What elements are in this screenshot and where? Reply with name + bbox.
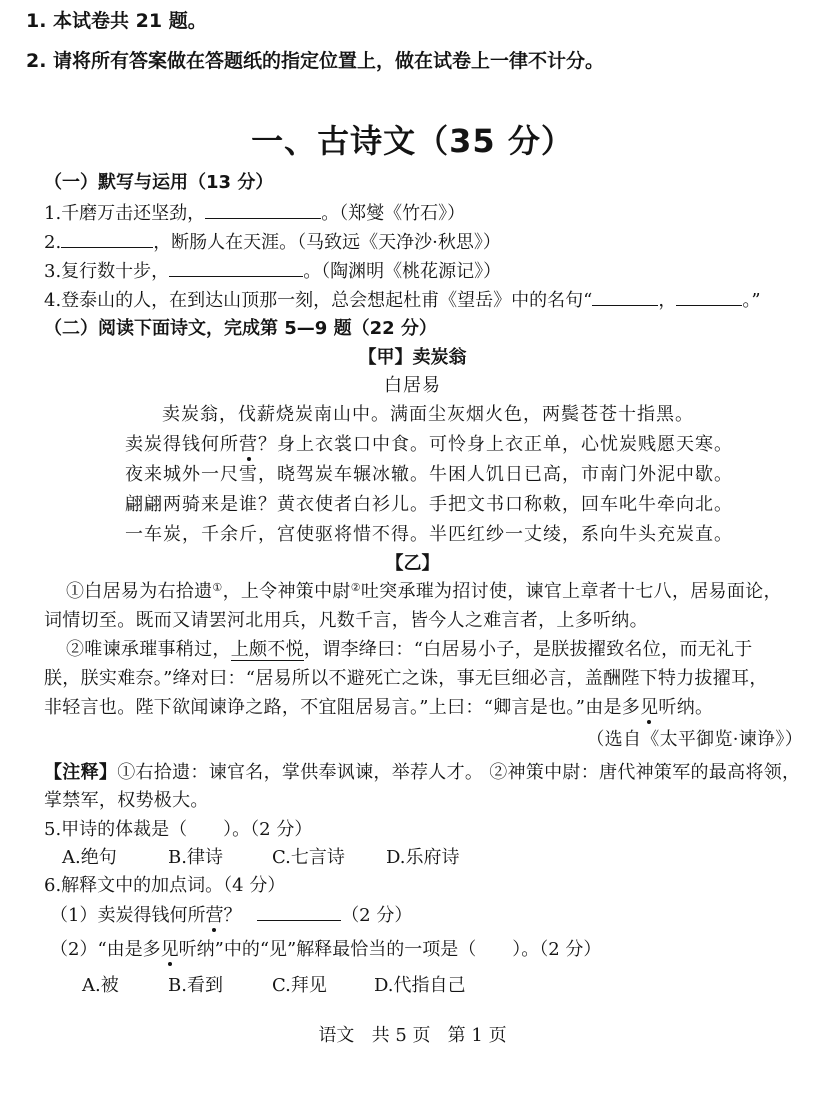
question-5: 5.甲诗的体裁是（ ）。（2 分） (44, 819, 313, 840)
question-6-1 (50, 901, 412, 927)
poem-line-2-b: ？身上衣裳口中食。可怜身上衣正单，心忧炭贱愿天寒。 (258, 434, 733, 455)
footnote-ref-2: ② (350, 581, 361, 594)
q4-mid: ， (658, 290, 677, 311)
q2-answer-blank[interactable] (61, 229, 153, 248)
poem-line-2-a: 卖炭得钱何所 (125, 434, 239, 455)
notes-line1 (44, 758, 800, 784)
notice-1: 1. 本试卷共 21 题。 (26, 10, 207, 32)
poem-line-5: 一车炭，千余斤，宫使驱将惜不得。半匹红纱一丈绫，系向牛头充炭直。 (125, 524, 733, 545)
question-6-2 (50, 935, 601, 961)
footer-subject: 语文 (318, 1025, 355, 1046)
q6-2-a: （2）“由是多 (50, 939, 161, 960)
poem-line-4: 翩翩两骑来是谁？黄衣使者白衫儿。手把文书口称敕，回车叱牛牵向北。 (125, 494, 733, 515)
dotted-word-ying: 营 (239, 434, 258, 455)
prose-p2-d: 非轻言也。陛下欲闻谏诤之路，不宜阻居易言。”上曰：“卿言是也。”由是多 (44, 697, 641, 718)
poem-line-2 (125, 430, 733, 456)
prose-p1-line1 (66, 577, 782, 603)
prose-title: 【乙】 (385, 553, 440, 574)
prose-p1-c: 吐突承璀为招讨使，谏官上章者十七八，居易面论， (360, 581, 782, 602)
q1-post: 。（郑燮《竹石》） (321, 203, 466, 224)
question-4 (44, 286, 761, 312)
poem-author: 白居易 (384, 375, 441, 396)
source-citation: （选自《太平御览·谏诤》） (586, 729, 803, 750)
poem-line-3: 夜来城外一尺雪，晓驾炭车辗冰辙。牛困人饥日已高，市南门外泥中歇。 (125, 464, 733, 485)
q5-option-b[interactable]: B.律诗 (168, 847, 223, 868)
question-3 (44, 257, 501, 283)
prose-p2-line2: 朕，朕实难奈。”绛对曰：“居易所以不避死亡之诛，事无巨细必言，盖酬陛下特力拔擢耳， (44, 668, 768, 689)
notice-2: 2. 请将所有答案做在答题纸的指定位置上，做在试卷上一律不计分。 (26, 50, 605, 72)
dotted-word-ying-q: 营 (205, 905, 224, 926)
dotted-word-jian: 见 (640, 697, 659, 718)
q2-post: ，断肠人在天涯。（马致远《天净沙·秋思》） (153, 232, 501, 253)
q3-pre: 3.复行数十步， (44, 261, 170, 282)
q6-1-b: ？ (223, 905, 242, 926)
q5-option-d[interactable]: D.乐府诗 (386, 847, 460, 868)
dotted-word-jian-q: 见 (160, 939, 179, 960)
footer-page-number: 第 1 页 (447, 1025, 507, 1046)
q3-answer-blank[interactable] (169, 258, 303, 277)
q2-pre: 2. (44, 232, 62, 253)
underlined-phrase: 上颇不悦 (230, 639, 304, 660)
q5-option-a[interactable]: A.绝句 (62, 847, 117, 868)
notes-line2: 掌禁军，权势极大。 (44, 790, 209, 811)
question-6: 6.解释文中的加点词。（4 分） (44, 875, 286, 896)
notes-text-a: ①右拾遗：谏官名，掌供奉讽谏，举荐人才。 ②神策中尉：唐代神策军的最高将领， (117, 762, 801, 783)
prose-p2-line1 (66, 635, 753, 661)
q4-answer-blank-1[interactable] (592, 287, 658, 306)
prose-p2-a: ②唯谏承璀事稍过， (66, 639, 231, 660)
prose-p1-line2: 词情切至。既而又请罢河北用兵，凡数千言，皆今人之难言者，上多听纳。 (44, 610, 648, 631)
q1-pre: 1.千磨万击还坚劲， (44, 203, 206, 224)
prose-p2-e: 听纳。 (658, 697, 714, 718)
question-1 (44, 199, 465, 225)
q6-2-option-c[interactable]: C.拜见 (272, 975, 327, 996)
q1-answer-blank[interactable] (205, 200, 321, 219)
poem-title: 【甲】卖炭翁 (358, 347, 467, 368)
part-title: 一、古诗文（35 分） (251, 122, 574, 160)
q6-2-option-b[interactable]: B.看到 (168, 975, 223, 996)
q4-pre: 4.登泰山的人，在到达山顶那一刻，总会想起杜甫《望岳》中的名句“ (44, 290, 593, 311)
section1-title: （一）默写与运用（13 分） (44, 172, 274, 193)
q6-2-b: 听纳”中的“见”解释最恰当的一项是（ ）。（2 分） (178, 939, 602, 960)
q6-2-option-d[interactable]: D.代指自己 (374, 975, 466, 996)
section2-title: （二）阅读下面诗文，完成第 5—9 题（22 分） (44, 318, 437, 339)
poem-line-1: 卖炭翁，伐薪烧炭南山中。满面尘灰烟火色，两鬓苍苍十指黑。 (162, 404, 694, 425)
prose-p2-b: ，谓李绛曰：“白居易小子，是朕拔擢致名位，而无礼于 (303, 639, 753, 660)
q4-post: 。” (742, 290, 761, 311)
notes-label: 【注释】 (44, 762, 118, 783)
page-footer (0, 1021, 825, 1047)
q6-1-score: （2 分） (341, 905, 413, 926)
q3-post: 。（陶渊明《桃花源记》） (303, 261, 502, 282)
q6-2-option-a[interactable]: A.被 (82, 975, 119, 996)
q6-1-a: （1）卖炭得钱何所 (50, 905, 206, 926)
q5-option-c[interactable]: C.七言诗 (272, 847, 345, 868)
prose-p1-a: ①白居易为右拾遗 (66, 581, 213, 602)
q4-answer-blank-2[interactable] (676, 287, 742, 306)
prose-p1-b: ，上令神策中尉 (222, 581, 351, 602)
footnote-ref-1: ① (212, 581, 223, 594)
prose-p2-line3 (44, 693, 713, 719)
question-2 (44, 228, 501, 254)
q6-1-answer-blank[interactable] (257, 902, 341, 921)
footer-total-pages: 共 5 页 (371, 1025, 431, 1046)
